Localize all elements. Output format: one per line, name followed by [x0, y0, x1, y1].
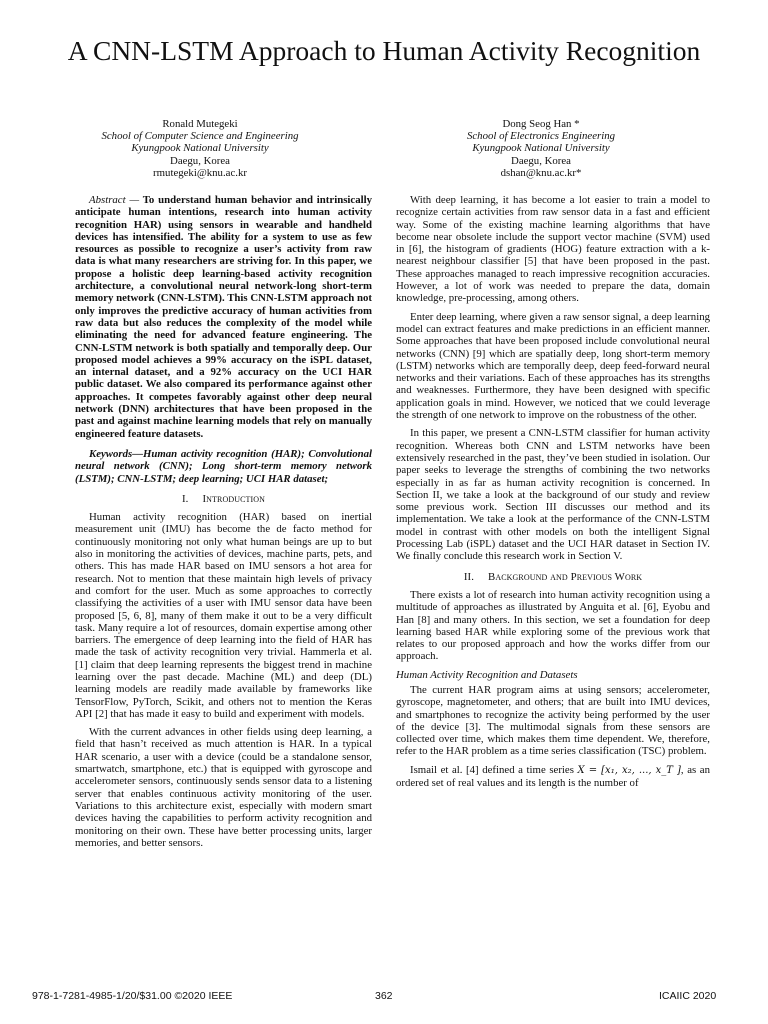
footer-conference: ICAIIC 2020 [659, 990, 717, 1002]
paragraph: Enter deep learning, where given a raw sensor signal, a deep learning model can extract features and make predictions in an efficient manner. Some approaches that have been proposed include convolutional neural networks (CNN) [9] which are spatially deep, long short-term memory (LSTM) networks which are temporally deep, deep feed-forward neural networks and their variations. Each of these approaches has its strengths and weaknesses. Furthermore, they have been designed with specific application goals in mind. However, we noticed that we could leverage the strength of one network to improve on the robustness of the other. [396, 310, 710, 422]
paragraph: In this paper, we present a CNN-LSTM classifier for human activity recognition. Whereas both CNN and LSTM networks have been extensively researched in the past, they’ve been studied in isolation. Our paper seeks to leverage the strengths of combining the two networks especially in as far as human activity recognition is concerned. In Section II, we take a look at the background of our study and review some previous work. Section III discusses our method and its implementation. We take a look at the performance of the CNN-LSTM model in contrast with other models on both the intelligent Signal Processing Lab (iSPL) dataset and the UCI HAR dataset in Section IV. We finally conclude this research work in Section V. [396, 427, 710, 563]
right-column [396, 194, 710, 795]
keywords: Keywords—Human activity recognition (HAR); Convolutional neural network (CNN); Long short-term memory network (LSTM); CNN-LSTM; deep learning; UCI HAR dataset; [75, 447, 372, 485]
paragraph: There exists a lot of research into human activity recognition using a multitude of approaches as illustrated by Anguita et al. [6], Eyobu and Han [8] and many others. In this section, we set a foundation for deep learning based HAR while exploring some of the previous work that relates to our proposed approach and how the works differ from our approach. [396, 588, 710, 663]
paragraph: Ismail et al. [4] defined a time series X = [x₁, x₂, ..., x_T ], as an ordered set of real values and its length is the number of [396, 763, 710, 790]
left-column [75, 194, 372, 855]
abstract-lead: Abstract — [89, 194, 140, 206]
author-block-1 [0, 118, 400, 179]
author-name: Dong Seog Han * [502, 118, 580, 130]
abstract [75, 194, 372, 440]
footer-isbn: 978-1-7281-4985-1/20/$31.00 ©2020 IEEE [32, 990, 233, 1002]
paragraph: Human activity recognition (HAR) based on inertial measurement unit (IMU) has become the de facto method for continuously monitoring not only what human beings are up to but also in monitoring the activities of devices, machine parts, pets, and others. This has made HAR based on IMU sensors a hot area for research. Not to mention that these maintain high levels of privacy and comfort for the user. Much as some approaches to correctly classifying the activities of a user with IMU sensor data have been proposed [5, 6, 8], many of them make it out to be a very difficult task. Many require a lot of resources, domain expertise among other barriers. The emergence of deep learning into the field of HAR has made the task of activity recognition very trivial. Hammerla et al. [1] claim that deep learning represents the biggest trend in machine learning over the past decade. Machine (ML) and deep (DL) learning models are readily made available by frameworks like TensorFlow, PyTorch, Scikit, and others not to mention the Keras API [2] that has made it easy to build and experiment with models. [75, 511, 372, 720]
author-email[interactable]: rmutegeki@knu.ac.kr [153, 166, 247, 179]
paragraph: The current HAR program aims at using sensors; accelerometer, gyroscope, magnetometer, and others; that are built into IMU devices, and smartphones to recognize the activity being performed by the user of the device [3]. The multimodal signals from these sensors are collected over time, which makes them time dependent. We, therefore, refer to the HAR problem as a time series classification (TSC) problem. [396, 683, 710, 758]
author-email[interactable]: dshan@knu.ac.kr* [500, 166, 582, 179]
author-block-2 [376, 118, 706, 179]
author-city: Daegu, Korea [170, 154, 230, 167]
paragraph: With deep learning, it has become a lot easier to train a model to recognize certain activities from raw sensor data in a fast and efficient way. Some of the existing machine learning algorithms that have become near obsolete include the support vector machine (SVM) used in [6], the histogram of gradients (HOG) feature extraction with a k-nearest neighbour classifier [5] that have been proposed in the past. These approaches managed to reach impressive recognition accuracies. However, a lot of work was needed to prepare the data, domain knowledge, pre-processing, among others. [396, 194, 710, 305]
paper-title: A CNN-LSTM Approach to Human Activity Recognition [67, 35, 701, 66]
abstract-text: To understand human behavior and intrinsically anticipate human intentions, research into human activity recognition HAR) using sensors in wearable and handheld devices has intensified. The ability for a system to use as few resources as possible to recognize a user’s activity from raw data is what many researchers are striving for. In this paper, we propose a holistic deep learning-based activity recognition architecture, a convolutional neural network-long short-term memory network (CNN-LSTM). This CNN-LSTM approach not only improves the predictive accuracy of human activities from raw data but also reduces the complexity of the model while eliminating the need for advanced feature engineering. The CNN-LSTM network is both spatially and temporally deep. Our proposed model achieves a 99% accuracy on the iSPL dataset, an internal dataset, and a 92% accuracy on the UCI HAR public dataset. We also compared its performance against other approaches. It competes favorably against other deep neural network (DNN) architectures that have been proposed in the past and against machine learning models that rely on manually engineered feature datasets. [75, 194, 372, 440]
paragraph: With the current advances in other fields using deep learning, a field that hasn’t received as much attention is HAR. In a typical HAR scenario, a user with a device (could be a standalone sensor, smartwatch, smartphone, etc.) that is equipped with gyroscope and accelerometer sensors, continuously sends sensor data to a listening server that enables continuous activity monitoring of the user. Variations to this architecture exist, especially with modern smart devices having the capabilities to perform activity recognition and monitoring on their own. These have better processing units, larger memories, and better sensors. [75, 726, 372, 849]
math-expression: X = [x₁, x₂, ..., x_T ] [577, 764, 681, 776]
section-heading-background: II. Background and Previous Work [463, 570, 643, 583]
author-name: Ronald Mutegeki [162, 118, 238, 130]
section-heading-introduction: I. Introduction [181, 492, 266, 505]
author-department: School of Electronics Engineering [466, 130, 616, 143]
author-university: Kyungpook National University [131, 142, 269, 155]
author-city: Daegu, Korea [511, 154, 571, 167]
page-number: 362 [375, 990, 393, 1002]
subsection-heading: Human Activity Recognition and Datasets [396, 668, 578, 681]
author-department: School of Computer Science and Engineering [101, 130, 299, 143]
author-university: Kyungpook National University [472, 142, 610, 155]
